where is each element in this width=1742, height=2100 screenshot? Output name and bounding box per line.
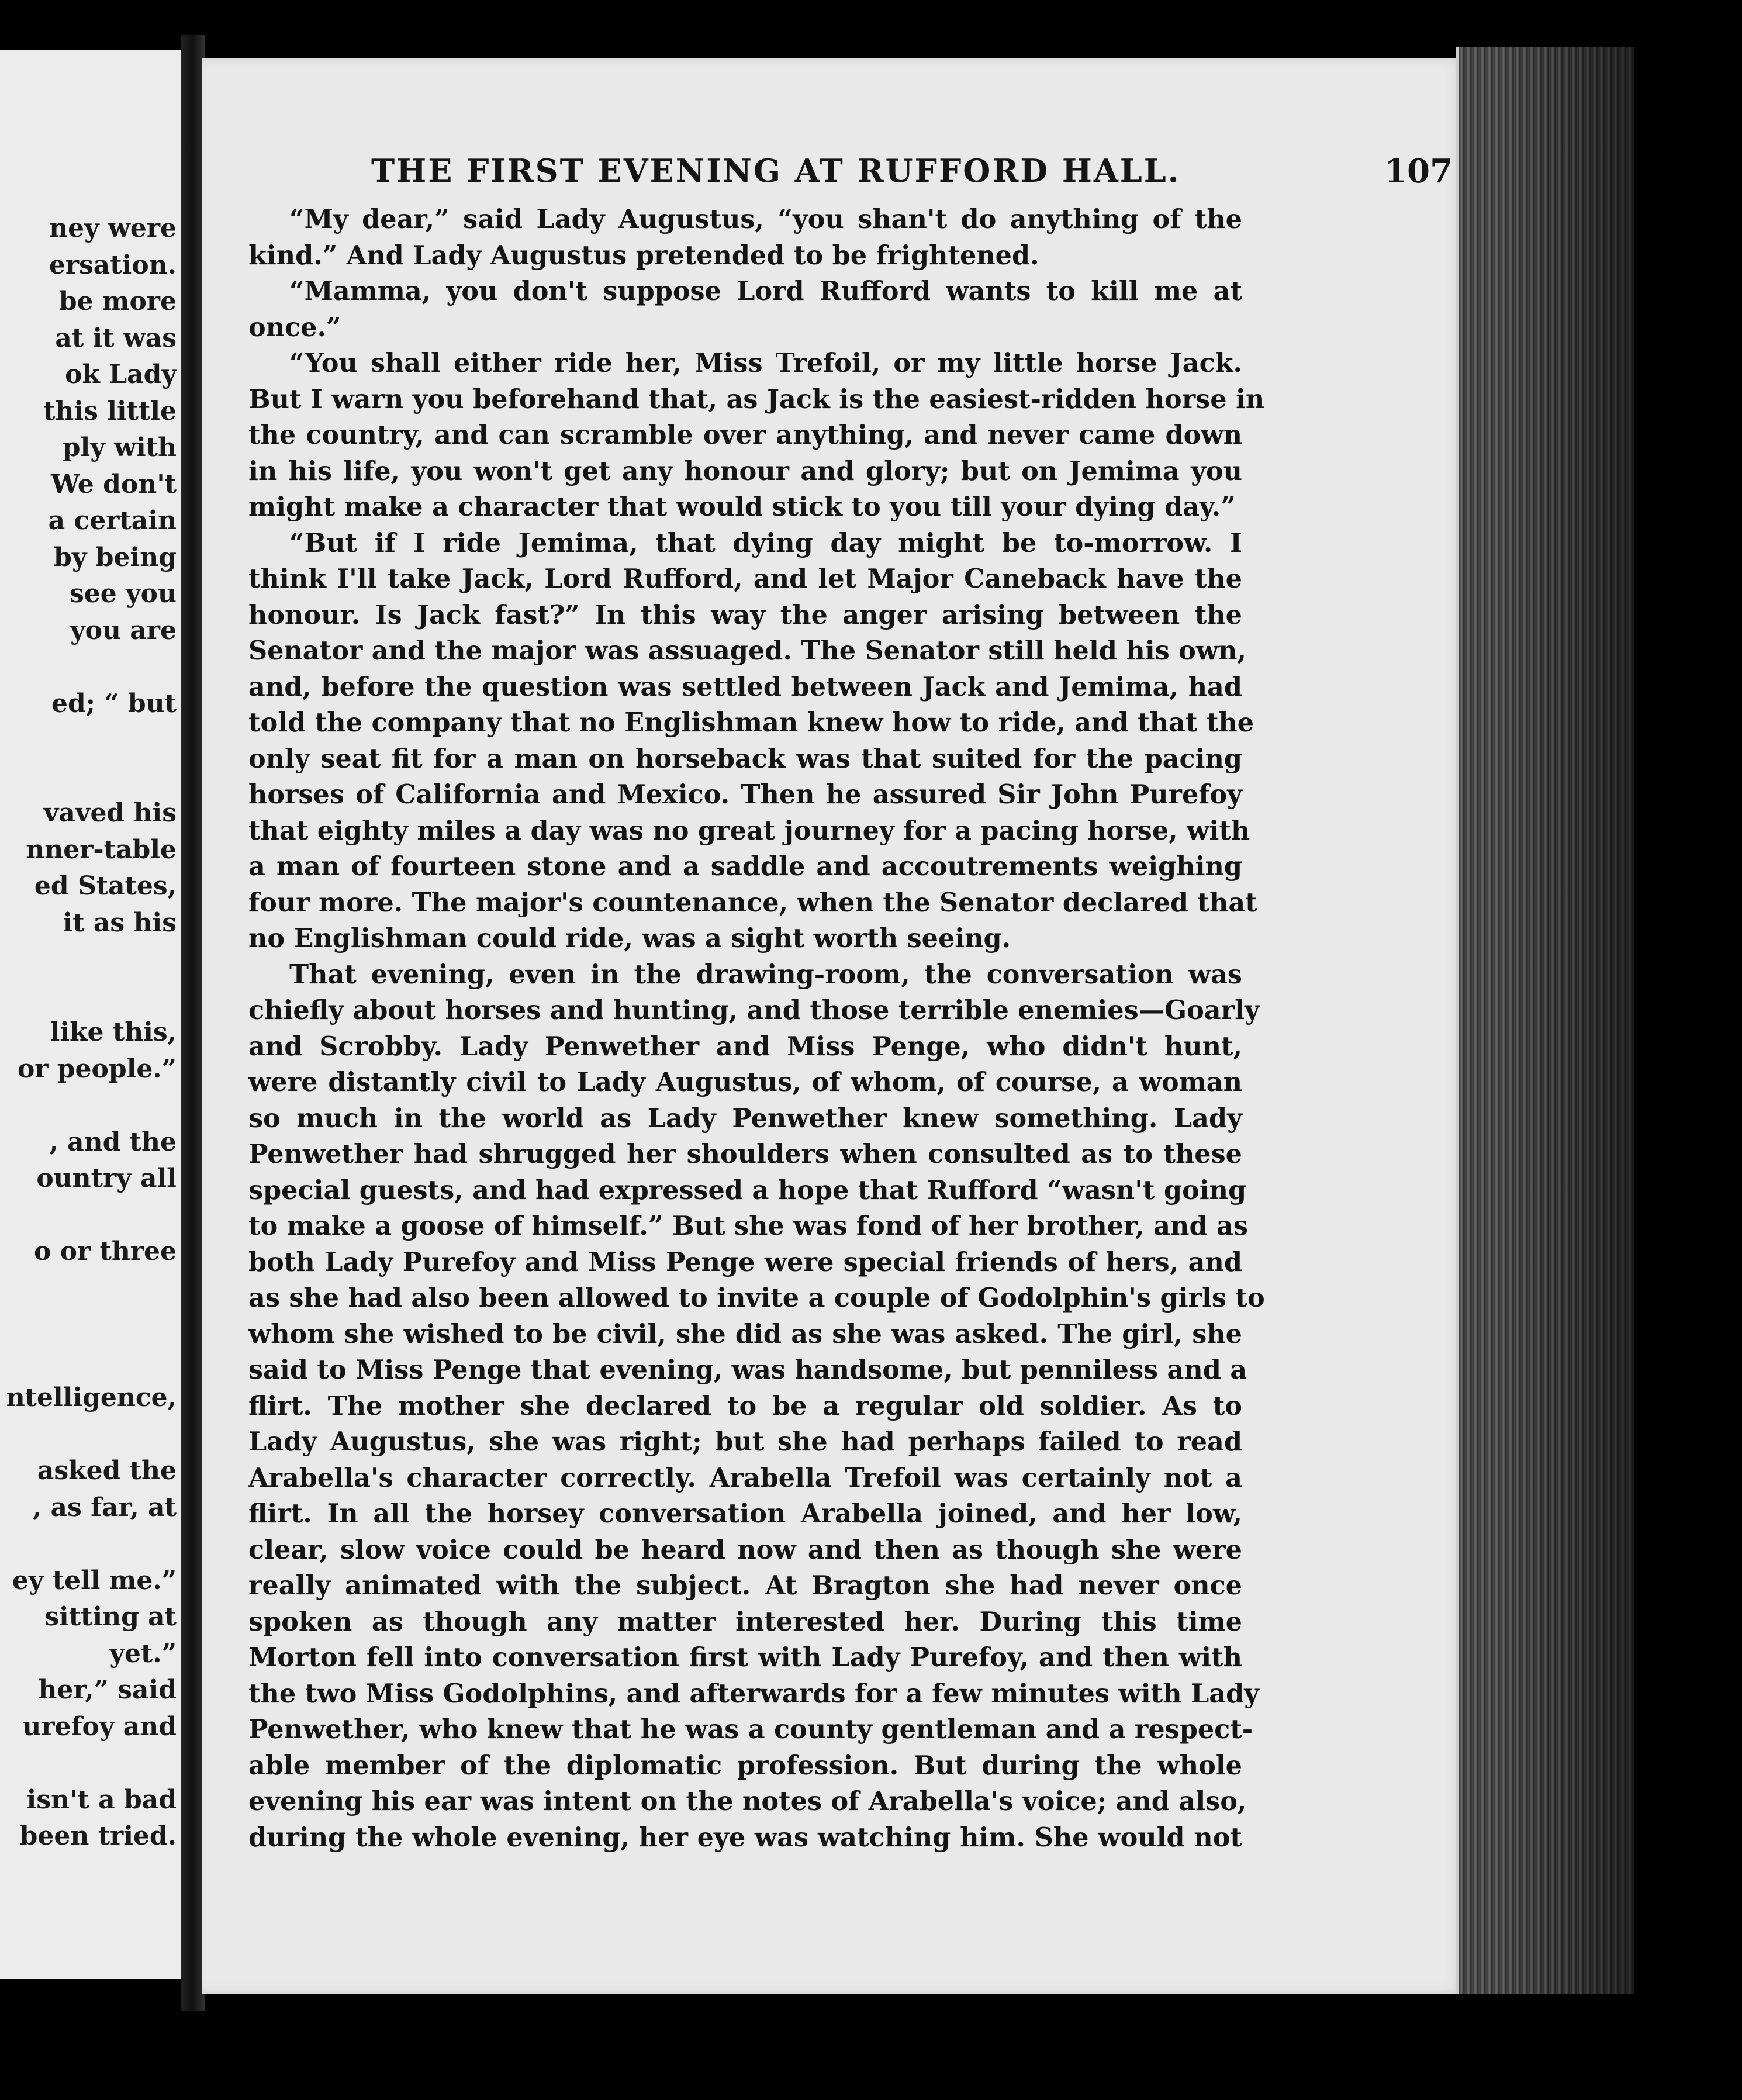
facing-page-line: [0, 649, 177, 686]
facing-page-line: nner-table: [26, 834, 177, 865]
facing-page-line: been tried.: [19, 1821, 177, 1851]
text-line: spoken as though any matter interested her. During this time: [248, 1606, 1242, 1637]
text-line: That evening, even in the drawing-room, the conversation was: [289, 959, 1242, 990]
text-line: and, before the question was settled between Jack and Jemima, had: [248, 671, 1242, 702]
facing-page-line: [0, 722, 177, 759]
text-line: evening his ear was intent on the notes of Arabella's voice; and also,: [248, 1786, 1247, 1816]
main-page: [202, 58, 1464, 1994]
facing-page-text: [0, 210, 177, 1855]
text-line: to make a goose of himself.” But she was fond of her brother, and as: [248, 1211, 1248, 1241]
text-line: so much in the world as Lady Penwether knew something. Lady: [248, 1103, 1242, 1134]
facing-page-line: ntelligence,: [6, 1383, 177, 1412]
facing-page-line: [0, 1087, 177, 1124]
text-line: special guests, and had expressed a hope that Rufford “wasn't going: [248, 1175, 1247, 1206]
text-line: were distantly civil to Lady Augustus, of whom, of course, a woman: [248, 1067, 1242, 1097]
facing-page-line: this little: [43, 396, 177, 426]
facing-page-line: o or three: [34, 1236, 177, 1266]
text-line: a man of fourteen stone and a saddle and accoutrements weighing: [248, 851, 1242, 882]
text-line: flirt. In all the horsey conversation Arabella joined, and her low,: [248, 1498, 1242, 1529]
facing-page-line: by being: [54, 542, 177, 572]
text-line: chiefly about horses and hunting, and those terrible enemies—Goarly: [248, 995, 1260, 1025]
facing-page-line: urefoy and: [22, 1711, 177, 1742]
text-line: once.”: [248, 312, 341, 343]
book-gutter: [181, 35, 205, 2011]
text-line: But I warn you beforehand that, as Jack is the easiest-ridden horse in: [248, 384, 1265, 415]
facing-page-line: like this,: [50, 1017, 177, 1047]
body-text: [248, 202, 1265, 1856]
facing-page-line: [0, 1197, 177, 1234]
text-line: in his life, you won't get any honour and glory; but on Jemima you: [248, 455, 1242, 486]
facing-page-line: a certain: [48, 506, 177, 536]
text-line: as she had also been allowed to invite a couple of Godolphin's girls to: [248, 1283, 1265, 1313]
facing-page: [0, 50, 192, 1979]
facing-page-line: ed; “ but: [51, 688, 177, 719]
facing-page-line: it as his: [63, 907, 177, 938]
text-line: Arabella's character correctly. Arabella Trefoil was certainly not a: [248, 1462, 1242, 1493]
text-line: Penwether had shrugged her shoulders when consulted as to these: [248, 1139, 1242, 1169]
facing-page-line: ok Lady: [65, 360, 177, 389]
facing-page-line: We don't: [50, 469, 177, 499]
text-line: Morton fell into conversation first with Lady Purefoy, and then with: [248, 1642, 1242, 1673]
text-line: “Mamma, you don't suppose Lord Rufford wants to kill me at: [289, 276, 1242, 306]
facing-page-line: at it was: [55, 323, 177, 353]
facing-page-line: [0, 759, 177, 796]
text-line: during the whole evening, her eye was watching him. She would not: [248, 1822, 1242, 1853]
facing-page-line: [0, 1417, 177, 1453]
facing-page-line: ply with: [62, 433, 177, 462]
facing-page-line: [0, 1526, 177, 1563]
page-edges-shadow: [1496, 47, 1648, 1994]
text-line: the two Miss Godolphins, and afterwards for a few minutes with Lady: [248, 1678, 1260, 1709]
text-line: Senator and the major was assuaged. The Senator still held his own,: [248, 635, 1247, 666]
text-line: whom she wished to be civil, she did as she was asked. The girl, she: [248, 1318, 1242, 1349]
text-line: kind.” And Lady Augustus pretended to be frightened.: [248, 240, 1039, 271]
text-line: think I'll take Jack, Lord Rufford, and let Major Caneback have the: [248, 564, 1242, 594]
facing-page-line: you are: [70, 615, 177, 645]
text-line: four more. The major's countenance, when the Senator declared that: [248, 887, 1257, 918]
facing-page-line: sitting at: [44, 1602, 177, 1632]
facing-page-line: her,” said: [38, 1675, 177, 1705]
text-line: told the company that no Englishman knew how to ride, and that the: [248, 707, 1254, 738]
facing-page-line: [0, 1745, 177, 1782]
facing-page-line: [0, 941, 177, 978]
text-line: Penwether, who knew that he was a county gentleman and a respect-: [248, 1714, 1253, 1745]
text-line: really animated with the subject. At Bragton she had never once: [248, 1570, 1242, 1601]
text-line: said to Miss Penge that evening, was handsome, but penniless and a: [248, 1355, 1247, 1385]
facing-page-line: ersation.: [49, 250, 177, 280]
text-line: horses of California and Mexico. Then he assured Sir John Purefoy: [248, 779, 1242, 810]
text-line: only seat fit for a man on horseback was that suited for the pacing: [248, 743, 1242, 774]
text-line: that eighty miles a day was no great journey for a pacing horse, with: [248, 815, 1250, 846]
text-line: the country, and can scramble over anything, and never came down: [248, 420, 1242, 450]
facing-page-line: yet.”: [109, 1638, 177, 1669]
facing-page-line: [0, 978, 177, 1015]
text-line: able member of the diplomatic profession. But during the whole: [248, 1750, 1242, 1781]
facing-page-line: ed States,: [34, 871, 177, 901]
facing-page-line: [0, 1343, 177, 1380]
text-line: clear, slow voice could be heard now and then as though she were: [248, 1534, 1242, 1565]
facing-page-line: asked the: [37, 1456, 177, 1486]
text-line: honour. Is Jack fast?” In this way the anger arising between the: [248, 599, 1242, 630]
facing-page-line: ountry all: [36, 1163, 177, 1193]
chapter-title: THE FIRST EVENING AT RUFFORD HALL.: [371, 152, 1181, 189]
facing-page-line: isn't a bad: [26, 1784, 177, 1815]
facing-page-line: see you: [70, 579, 177, 609]
facing-page-line: [0, 1307, 177, 1343]
facing-page-line: , and the: [49, 1127, 177, 1157]
text-line: no Englishman could ride, was a sight worth seeing.: [248, 923, 1011, 954]
running-head: [371, 152, 1453, 205]
facing-page-line: , as far, at: [32, 1492, 177, 1522]
facing-page-line: vaved his: [43, 798, 177, 828]
text-line: might make a character that would stick to you till your dying day.”: [248, 492, 1236, 522]
text-line: Lady Augustus, she was right; but she had perhaps failed to read: [248, 1427, 1242, 1457]
text-line: “My dear,” said Lady Augustus, “you shan't do anything of the: [289, 204, 1242, 234]
text-line: “You shall either ride her, Miss Trefoil, or my little horse Jack.: [289, 348, 1242, 378]
text-line: both Lady Purefoy and Miss Penge were special friends of hers, and: [248, 1246, 1242, 1277]
facing-page-line: ey tell me.”: [12, 1565, 177, 1595]
page-number: 107: [1384, 152, 1453, 191]
facing-page-line: be more: [58, 286, 177, 316]
facing-page-line: ney were: [49, 213, 177, 243]
text-line: “But if I ride Jemima, that dying day might be to-morrow. I: [289, 527, 1242, 558]
text-line: flirt. The mother she declared to be a regular old soldier. As to: [248, 1390, 1242, 1421]
text-line: and Scrobby. Lady Penwether and Miss Penge, who didn't hunt,: [248, 1031, 1242, 1062]
facing-page-line: [0, 1270, 177, 1307]
facing-page-line: or people.”: [17, 1054, 177, 1084]
